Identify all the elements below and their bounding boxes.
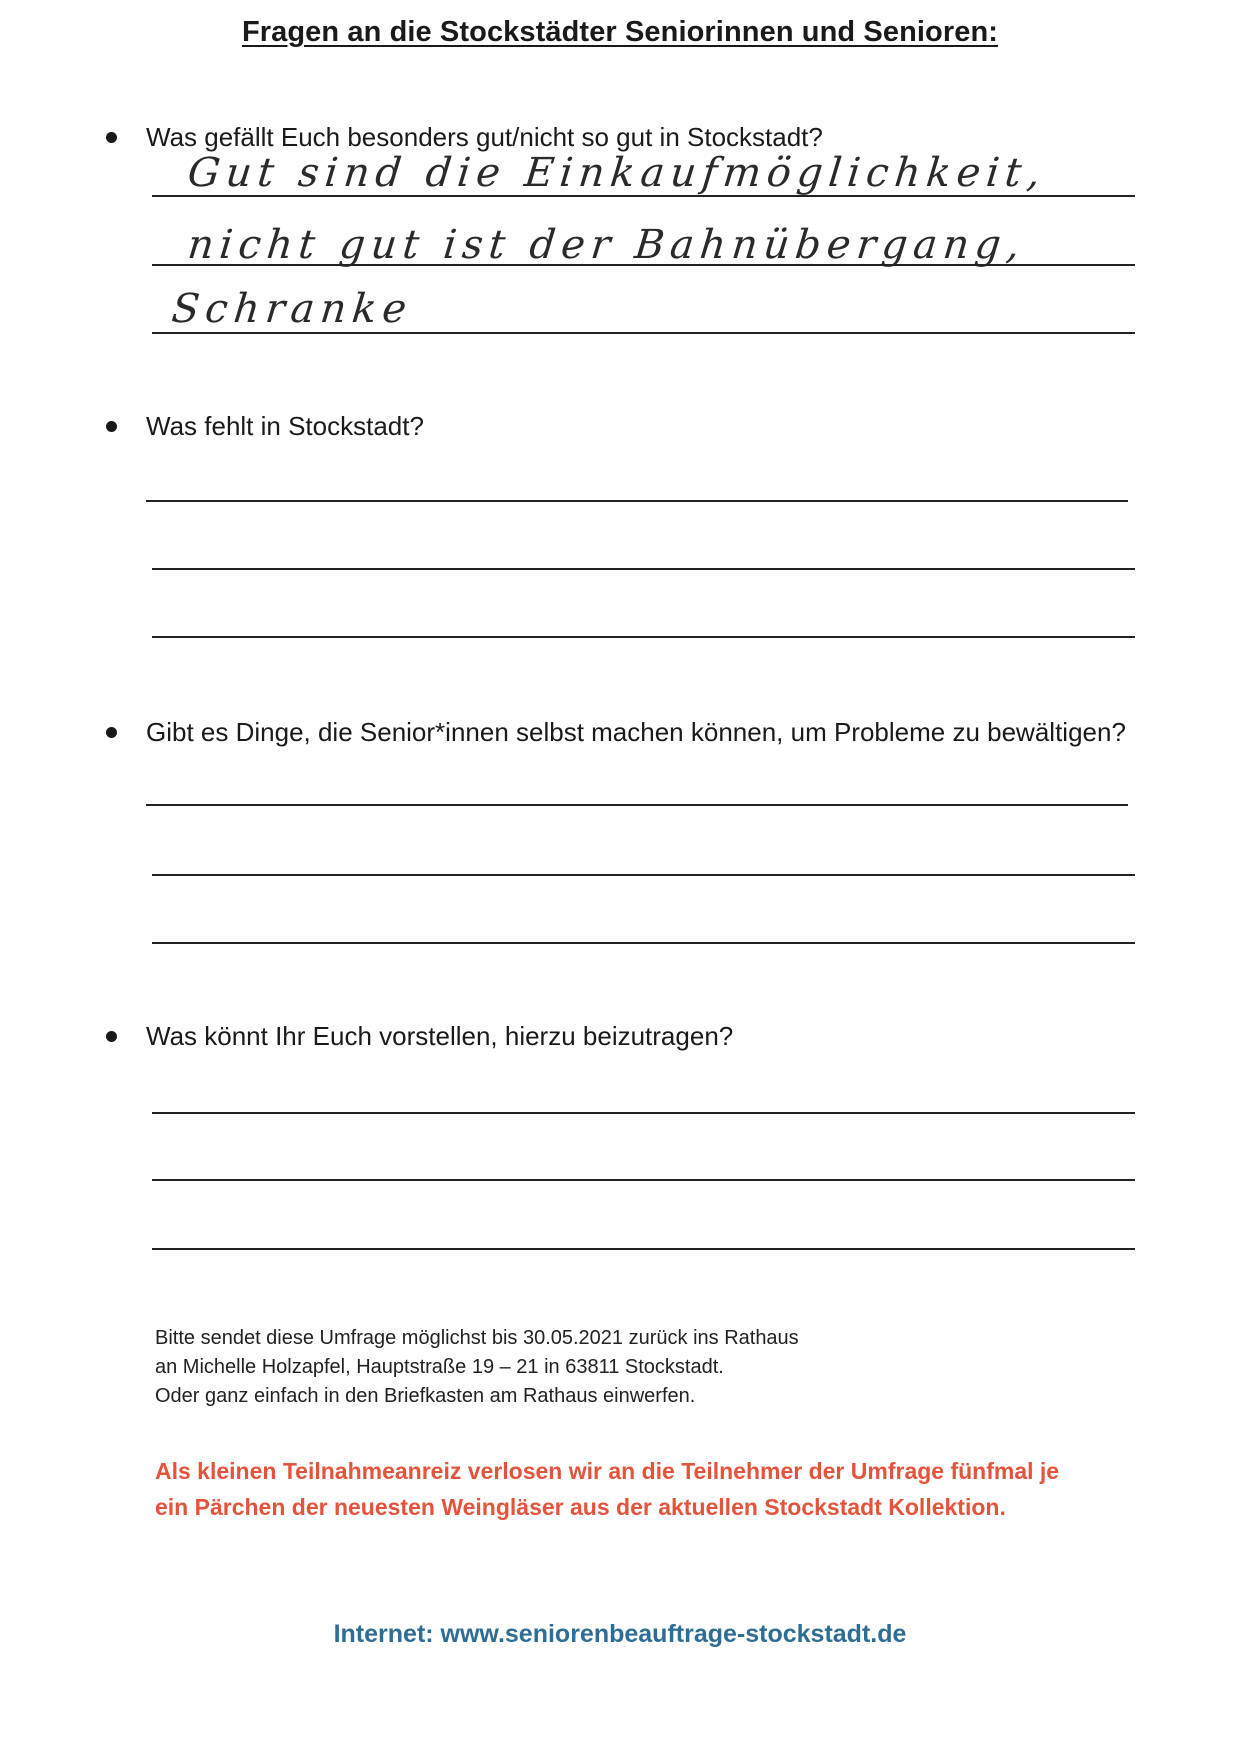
answer-line-4-1[interactable] <box>152 1112 1135 1114</box>
answer-line-1-1[interactable] <box>152 195 1135 197</box>
return-instructions <box>155 1324 799 1411</box>
answer-line-2-2[interactable] <box>152 568 1135 570</box>
question-text: Was gefällt Euch besonders gut/nicht so gut in Stockstadt? <box>146 122 823 152</box>
answer-line-3-3[interactable] <box>152 942 1135 944</box>
handwritten-answer-2: nicht gut ist der Bahnübergang, <box>185 222 1028 268</box>
answer-line-3-1[interactable] <box>146 804 1128 806</box>
answer-line-1-2[interactable] <box>152 264 1135 266</box>
bullet-icon <box>106 727 117 738</box>
question-text: Gibt es Dinge, die Senior*innen selbst machen können, um Probleme zu bewältigen? <box>146 717 1126 747</box>
bullet-icon <box>106 1031 117 1042</box>
question-text: Was fehlt in Stockstadt? <box>146 411 424 441</box>
handwritten-answer-1: Gut sind die Einkaufmöglichkeit, <box>185 150 1049 196</box>
incentive-line: ein Pärchen der neuesten Weingläser aus der aktuellen Stockstadt Kollektion. <box>155 1494 1006 1520</box>
bullet-icon <box>106 132 117 143</box>
incentive-notice <box>155 1453 1059 1525</box>
answer-line-2-3[interactable] <box>152 636 1135 638</box>
info-line: Bitte sendet diese Umfrage möglichst bis 30.05.2021 zurück ins Rathaus <box>155 1327 799 1349</box>
page-title: Fragen an die Stockstädter Seniorinnen und Senioren: <box>241 16 999 48</box>
answer-line-4-3[interactable] <box>152 1248 1135 1250</box>
incentive-line: Als kleinen Teilnahmeanreiz verlosen wir an die Teilnehmer der Umfrage fünfmal je <box>155 1458 1060 1484</box>
answer-line-3-2[interactable] <box>152 874 1135 876</box>
bullet-icon <box>106 421 117 432</box>
answer-line-4-2[interactable] <box>152 1179 1135 1181</box>
handwritten-answer-3: Schranke <box>169 286 415 332</box>
info-line: Oder ganz einfach in den Briefkasten am Rathaus einwerfen. <box>155 1385 696 1407</box>
answer-line-2-1[interactable] <box>146 500 1128 502</box>
answer-line-1-3[interactable] <box>152 332 1135 334</box>
info-line: an Michelle Holzapfel, Hauptstraße 19 – 21 in 63811 Stockstadt. <box>155 1356 724 1378</box>
website-link[interactable]: Internet: www.seniorenbeauftrage-stockstadt.de <box>333 1620 907 1648</box>
question-text: Was könnt Ihr Euch vorstellen, hierzu beizutragen? <box>146 1021 734 1051</box>
